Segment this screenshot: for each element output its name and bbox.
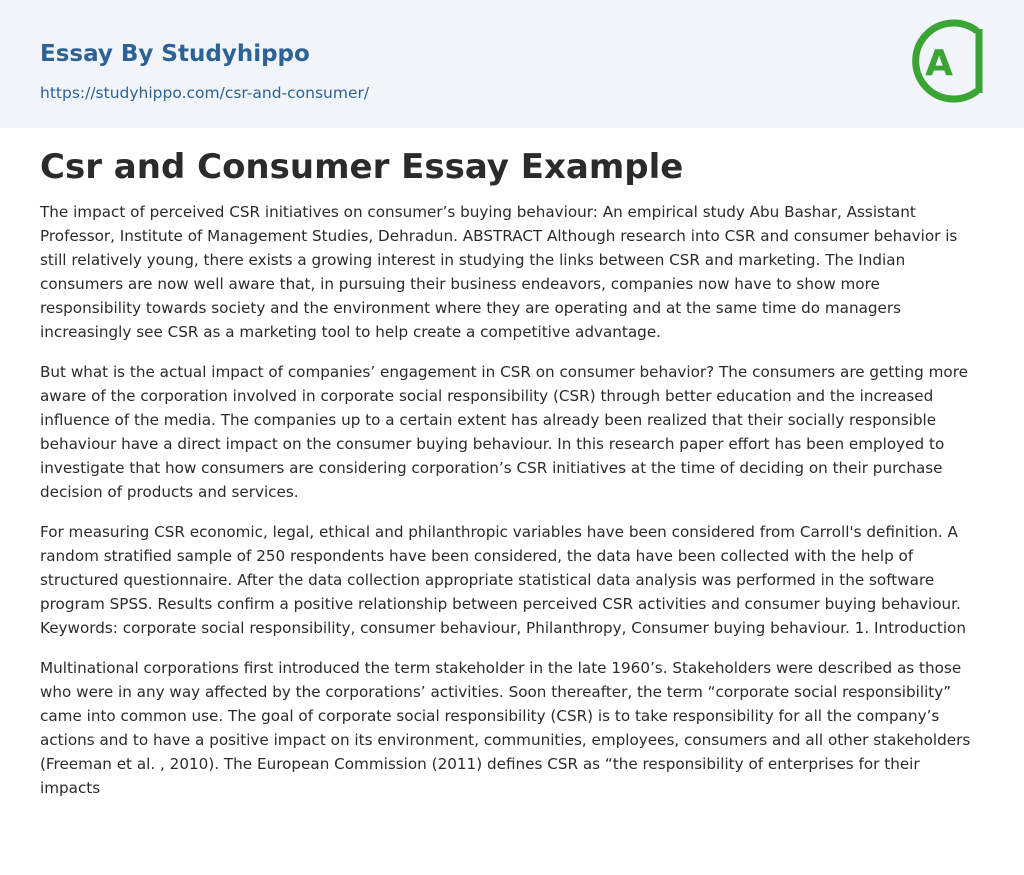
- logo-letter: A: [925, 43, 953, 84]
- article: [40, 142, 984, 816]
- paragraph-2: But what is the actual impact of companies’ engagement in CSR on consumer behavior? The consumers are getting more aware of the corporation involved in corporate social responsibility (CSR) through better education and the increased influence of the media. The companies up to a certain extent has already been realized that their socially responsible behaviour have a direct impact on the consumer buying behaviour. In this research paper effort has been employed to investigate that how consumers are considering corporation’s CSR initiatives at the time of deciding on their purchase decision of products and services.: [40, 363, 968, 501]
- paragraph-3: For measuring CSR economic, legal, ethical and philanthropic variables have been considered from Carroll's definition. A random stratified sample of 250 respondents have been considered, the data have been collected with the help of structured questionnaire. After the data collection appropriate statistical data analysis was performed in the software program SPSS. Results confirm a positive relationship between perceived CSR activities and consumer buying behaviour. Keywords: corporate social responsibility, consumer behaviour, Philanthropy, Consumer buying behaviour. 1. Introduction: [40, 523, 966, 637]
- page-url-link[interactable]: https://studyhippo.com/csr-and-consumer/: [40, 84, 370, 102]
- article-title: Csr and Consumer Essay Example: [40, 147, 684, 187]
- brand-title[interactable]: Essay By Studyhippo: [40, 41, 310, 67]
- paragraph-4: Multinational corporations first introduced the term stakeholder in the late 1960’s. Stakeholders were described as those who were in any way affected by the corporations’ activities. Soon thereafter, the term “corporate social responsibility” came into common use. The goal of corporate social responsibility (CSR) is to take responsibility for all the company’s actions and to have a positive impact on its environment, communities, employees, consumers and all other stakeholders (Freeman et al. , 2010). The European Commission (2011) defines CSR as “the responsibility of enterprises for their impacts: [40, 659, 971, 797]
- site-header: [0, 0, 1024, 128]
- studyhippo-logo-icon[interactable]: [911, 18, 987, 104]
- paragraph-1: The impact of perceived CSR initiatives on consumer’s buying behaviour: An empirical study Abu Bashar, Assistant Professor, Institute of Management Studies, Dehradun. ABSTRACT Although research into CSR and consumer behavior is still relatively young, there exists a growing interest in studying the links between CSR and marketing. The Indian consumers are now well aware that, in pursuing their business endeavors, companies now have to show more responsibility towards society and the environment where they are operating and at the same time do managers increasingly see CSR as a marketing tool to help create a competitive advantage.: [40, 203, 958, 341]
